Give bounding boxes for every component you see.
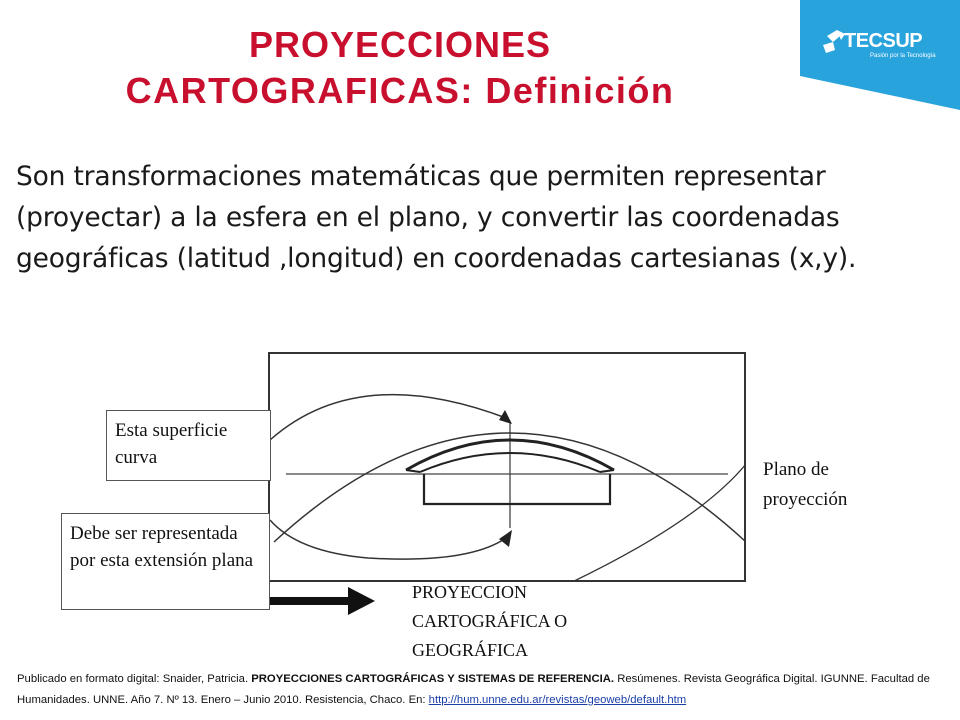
title-line-2: CARTOGRAFICAS: Definición xyxy=(125,70,675,111)
label-flat-extension: Debe ser representada por esta extensión plana xyxy=(61,513,270,610)
label-curved-surface: Esta superficie curva xyxy=(106,410,271,481)
projection-diagram xyxy=(268,352,746,582)
tecsup-logo xyxy=(800,0,960,110)
diagram-frame xyxy=(269,353,745,581)
logo-brand: TECSUP xyxy=(844,30,923,52)
right-arrow-icon xyxy=(270,584,375,618)
label-projection-plane: Plano de proyección xyxy=(763,459,848,510)
citation-details: Resúmenes. Revista Geográfica Digital. IGUNNE. Facultad de Humanidades. UNNE. Año 7. Nº 13. Enero – Junio 2010. Resistencia, Chaco. En: xyxy=(17,673,930,706)
title-line-1: PROYECCIONES xyxy=(248,24,552,65)
citation-footer xyxy=(17,669,952,711)
definition-text: Son transformaciones matemáticas que permiten representar (proyectar) a la esfera en el plano, y convertir las coordenadas geográficas (latitud ,longitud) en coordenadas cartesianas (x,y). xyxy=(16,161,857,274)
slide-title xyxy=(60,22,740,114)
citation-prefix: Publicado en formato digital: Snaider, Patricia. xyxy=(17,673,249,685)
citation-title: PROYECCIONES CARTOGRÁFICAS Y SISTEMAS DE REFERENCIA. xyxy=(251,673,615,685)
citation-link[interactable]: http://hum.unne.edu.ar/revistas/geoweb/default.htm xyxy=(428,694,687,706)
label-cartographic-projection: PROYECCION CARTOGRÁFICA O GEOGRÁFICA xyxy=(412,582,568,660)
logo-tagline: Pasión por la Tecnología xyxy=(870,53,936,59)
